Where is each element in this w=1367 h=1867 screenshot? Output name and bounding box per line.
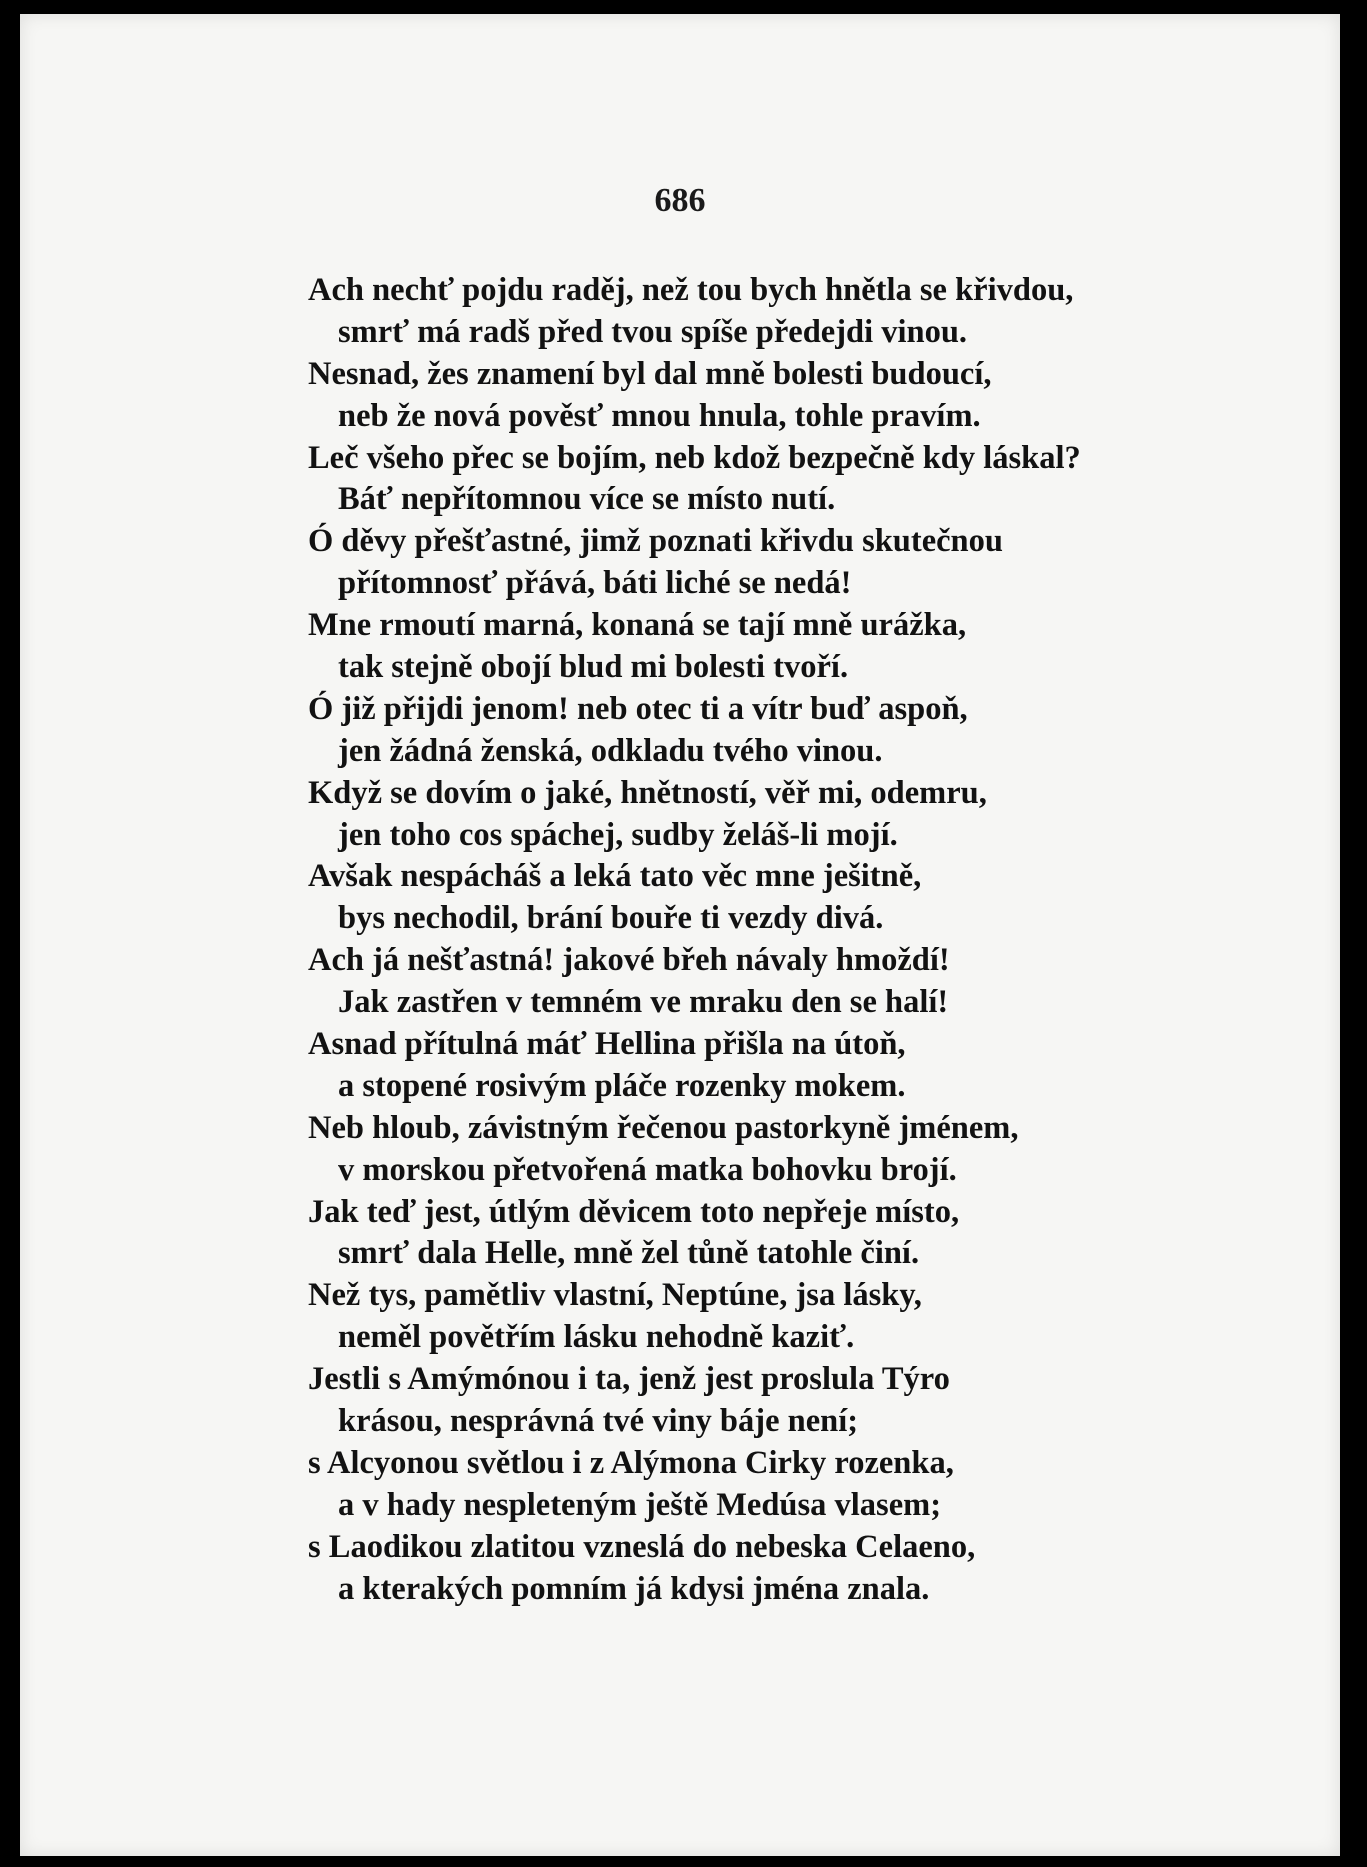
poem-line: Jak zastřen v temném ve mraku den se halí! (338, 984, 949, 1021)
poem-line: Jestli s Amýmónou i ta, jenž jest proslula Týro (308, 1361, 950, 1398)
poem-line: Avšak nespácháš a leká tato věc mne ješitně, (308, 858, 922, 895)
poem-line: smrť má radš před tvou spíše předejdi vinou. (338, 313, 968, 350)
poem-line: krásou, nesprávná tvé viny báje není; (338, 1403, 859, 1440)
poem-line: Ach nechť pojdu raděj, než tou bych hnětla se křivdou, (308, 272, 1074, 308)
poem-line: jen žádná ženská, odkladu tvého vinou. (338, 732, 883, 769)
poem-line: neb že nová pověsť mnou hnula, tohle pravím. (338, 397, 981, 434)
poem-line: s Alcyonou světlou i z Alýmona Cirky rozenka, (308, 1444, 954, 1481)
poem-line: jen toho cos spáchej, sudby želáš-li mojí. (338, 816, 898, 853)
poem-line: Mne rmoutí marná, konaná se tají mně urážka, (308, 607, 967, 644)
poem-text (308, 270, 1338, 1611)
poem-line: a stopené rosivým pláče rozenky mokem. (338, 1067, 906, 1104)
poem-line: Ó děvy přešťastné, jimž poznati křivdu skutečnou (308, 523, 1003, 560)
poem-line: Ach já nešťastná! jakové břeh návaly hmoždí! (308, 942, 950, 979)
poem-line: neměl povětřím lásku nehodně kaziť. (338, 1319, 855, 1356)
poem-line: bys nechodil, brání bouře ti vezdy divá. (338, 900, 884, 937)
poem-line: v morskou přetvořená matka bohovku brojí. (338, 1151, 957, 1188)
poem-line: a kterakých pomním já kdysi jména znala. (338, 1570, 930, 1607)
poem-line: Asnad přítulná máť Hellina přišla na útoň, (308, 1026, 906, 1063)
page-number: 686 (654, 182, 706, 219)
poem-line: Nesnad, žes znamení byl dal mně bolesti budoucí, (308, 355, 992, 392)
poem-line: a v hady nespleteným ještě Medúsa vlasem; (338, 1486, 942, 1523)
poem-line: Báť nepřítomnou více se místo nutí. (338, 481, 836, 518)
poem-line: Když se dovím o jaké, hnětností, věř mi, odemru, (308, 774, 987, 811)
poem-line: Než tys, pamětliv vlastní, Neptúne, jsa lásky, (308, 1277, 922, 1314)
poem-line: Ó již přijdi jenom! neb otec ti a vítr buď aspoň, (308, 690, 968, 727)
poem-line: Neb hloub, závistným řečenou pastorkyně jménem, (308, 1109, 1019, 1146)
poem-line: Jak teď jest, útlým děvicem toto nepřeje místo, (308, 1193, 960, 1230)
poem-line: Leč všeho přec se bojím, neb kdož bezpečně kdy láskal? (308, 439, 1081, 476)
poem-line: s Laodikou zlatitou vzneslá do nebeska Celaeno, (308, 1528, 976, 1565)
poem-line: smrť dala Helle, mně žel tůně tatohle činí. (338, 1235, 920, 1272)
poem-line: tak stejně obojí blud mi bolesti tvoří. (338, 649, 849, 686)
book-page (20, 14, 1340, 1856)
poem-line: přítomnosť přává, báti liché se nedá! (338, 565, 852, 602)
